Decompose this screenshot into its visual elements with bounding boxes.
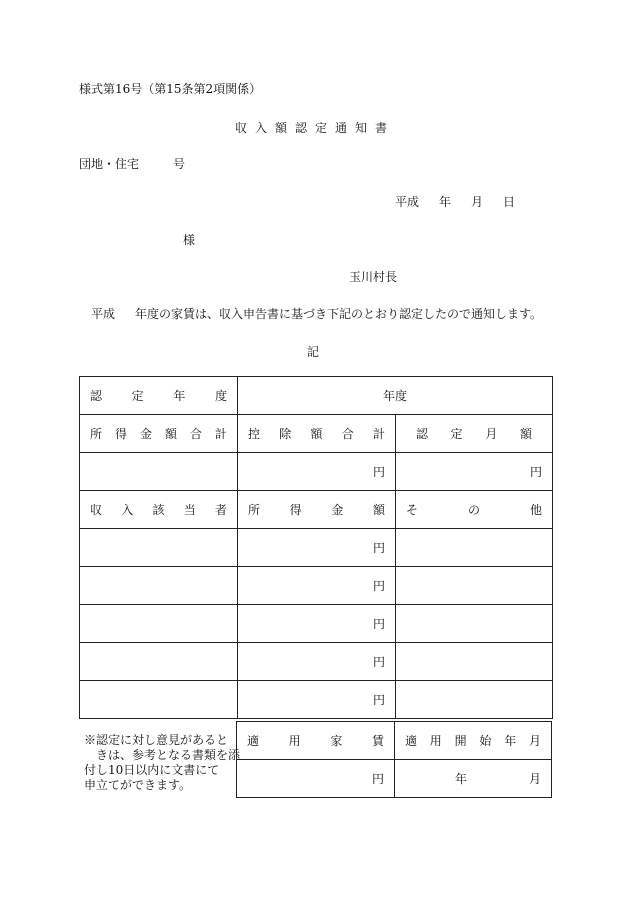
date-year: 年	[439, 195, 452, 209]
gaitosha-name-cell[interactable]	[80, 681, 238, 719]
nen-unit: 年	[454, 772, 467, 786]
char: 該	[152, 503, 165, 517]
shotoku-kingaku-cell[interactable]	[238, 605, 396, 643]
char: 年	[504, 734, 517, 748]
char: 用	[288, 734, 301, 748]
table-row	[80, 415, 553, 453]
date-day: 日	[503, 195, 516, 209]
tekiyou-yachin-header	[237, 722, 395, 760]
tekiyou-kaishi-value[interactable]	[395, 760, 552, 798]
char: 除	[279, 427, 292, 441]
ki-label: 記	[307, 345, 320, 359]
yen-unit: 円	[372, 617, 385, 631]
char: 計	[214, 427, 227, 441]
char: 者	[214, 503, 227, 517]
char: 控	[248, 427, 261, 441]
char: 額	[372, 503, 385, 517]
yen-unit: 円	[372, 579, 385, 593]
table-row	[80, 605, 553, 643]
char: 適	[405, 734, 418, 748]
char: 家	[330, 734, 343, 748]
issuer-name: 玉川村長	[349, 270, 398, 284]
char: 認	[416, 427, 429, 441]
char: 収	[90, 503, 103, 517]
char: 額	[519, 427, 532, 441]
note-line: 付し10日以内に文書にて	[84, 763, 220, 777]
char: 適	[247, 734, 260, 748]
char: 得	[114, 427, 127, 441]
note-line: きは、参考となる書類を添	[96, 748, 241, 762]
yen-unit: 円	[529, 465, 542, 479]
table-row	[237, 760, 552, 798]
char: 年	[173, 389, 186, 403]
char: 入	[121, 503, 134, 517]
note-line: 申立てができます。	[84, 778, 192, 792]
table-row	[80, 491, 553, 529]
shotoku-gokei-header	[80, 415, 238, 453]
nintei-getsugaku-value[interactable]	[396, 453, 553, 491]
char: 得	[289, 503, 302, 517]
nendo-value-cell[interactable]	[238, 377, 553, 415]
char: 他	[529, 503, 542, 517]
char: 金	[139, 427, 152, 441]
char: 認	[90, 389, 103, 403]
yen-unit: 円	[372, 693, 385, 707]
char: 所	[248, 503, 261, 517]
char: 定	[450, 427, 463, 441]
gaitosha-name-cell[interactable]	[80, 643, 238, 681]
sonota-cell[interactable]	[396, 529, 553, 567]
tekiyou-yachin-value[interactable]	[237, 760, 395, 798]
char: 所	[90, 427, 103, 441]
gaitosha-name-cell[interactable]	[80, 605, 238, 643]
table-row	[80, 567, 553, 605]
char: 度	[214, 389, 227, 403]
char: 当	[183, 503, 196, 517]
char: そ	[406, 503, 419, 517]
gaitosha-name-cell[interactable]	[80, 567, 238, 605]
nintei-getsugaku-header	[396, 415, 553, 453]
gaitosha-name-cell[interactable]	[80, 529, 238, 567]
char: 合	[189, 427, 202, 441]
note-line: ※認定に対し意見があると	[84, 733, 229, 747]
tekiyou-kaishi-header	[395, 722, 552, 760]
table-row	[80, 529, 553, 567]
yen-unit: 円	[372, 655, 385, 669]
char: 賃	[371, 734, 384, 748]
date-month: 月	[471, 195, 484, 209]
yen-unit: 円	[372, 465, 385, 479]
notice-era: 平成	[91, 307, 116, 321]
table-row	[237, 722, 552, 760]
yen-unit: 円	[372, 541, 385, 555]
char: 額	[310, 427, 323, 441]
form-number: 様式第16号（第15条第2項関係）	[79, 82, 262, 96]
danchi-label: 団地・住宅	[79, 157, 140, 171]
char: 月	[485, 427, 498, 441]
shotoku-kingaku-cell[interactable]	[238, 681, 396, 719]
kojo-gokei-value[interactable]	[238, 453, 396, 491]
sonota-cell[interactable]	[396, 643, 553, 681]
char: 計	[372, 427, 385, 441]
document-title: 収入額認定通知書	[234, 121, 395, 135]
objection-note	[84, 733, 241, 793]
nendo-value: 年度	[382, 389, 407, 403]
shotoku-kingaku-cell[interactable]	[238, 643, 396, 681]
char: 月	[528, 734, 541, 748]
nintei-nendo-label-cell	[80, 377, 238, 415]
char: 用	[429, 734, 442, 748]
table-row	[80, 453, 553, 491]
shotoku-gokei-value[interactable]	[80, 453, 238, 491]
date-era: 平成	[395, 195, 420, 209]
yen-unit: 円	[371, 772, 384, 786]
notice-body: 年度の家賃は、収入申告書に基づき下記のとおり認定したので通知します。	[135, 307, 543, 321]
char: 額	[164, 427, 177, 441]
income-certification-table	[79, 376, 553, 719]
char: の	[467, 503, 480, 517]
sonota-header	[396, 491, 553, 529]
table-row	[80, 643, 553, 681]
sonota-cell[interactable]	[396, 681, 553, 719]
sonota-cell[interactable]	[396, 567, 553, 605]
shotoku-kingaku-cell[interactable]	[238, 529, 396, 567]
table-row	[80, 681, 553, 719]
char: 定	[131, 389, 144, 403]
sonota-cell[interactable]	[396, 605, 553, 643]
char: 金	[331, 503, 344, 517]
char: 開	[454, 734, 467, 748]
notice-text	[91, 305, 542, 322]
gou-label: 号	[173, 157, 186, 171]
table-row	[80, 377, 553, 415]
shotoku-kingaku-header	[238, 491, 396, 529]
char: 始	[479, 734, 492, 748]
shunyu-gaitosha-header	[80, 491, 238, 529]
recipient-honorific: 様	[183, 233, 196, 247]
char: 合	[341, 427, 354, 441]
date-line	[395, 193, 515, 210]
tekiyou-table	[236, 721, 552, 798]
danchi-line	[79, 155, 185, 172]
tsuki-unit: 月	[528, 772, 541, 786]
kojo-gokei-header	[238, 415, 396, 453]
shotoku-kingaku-cell[interactable]	[238, 567, 396, 605]
